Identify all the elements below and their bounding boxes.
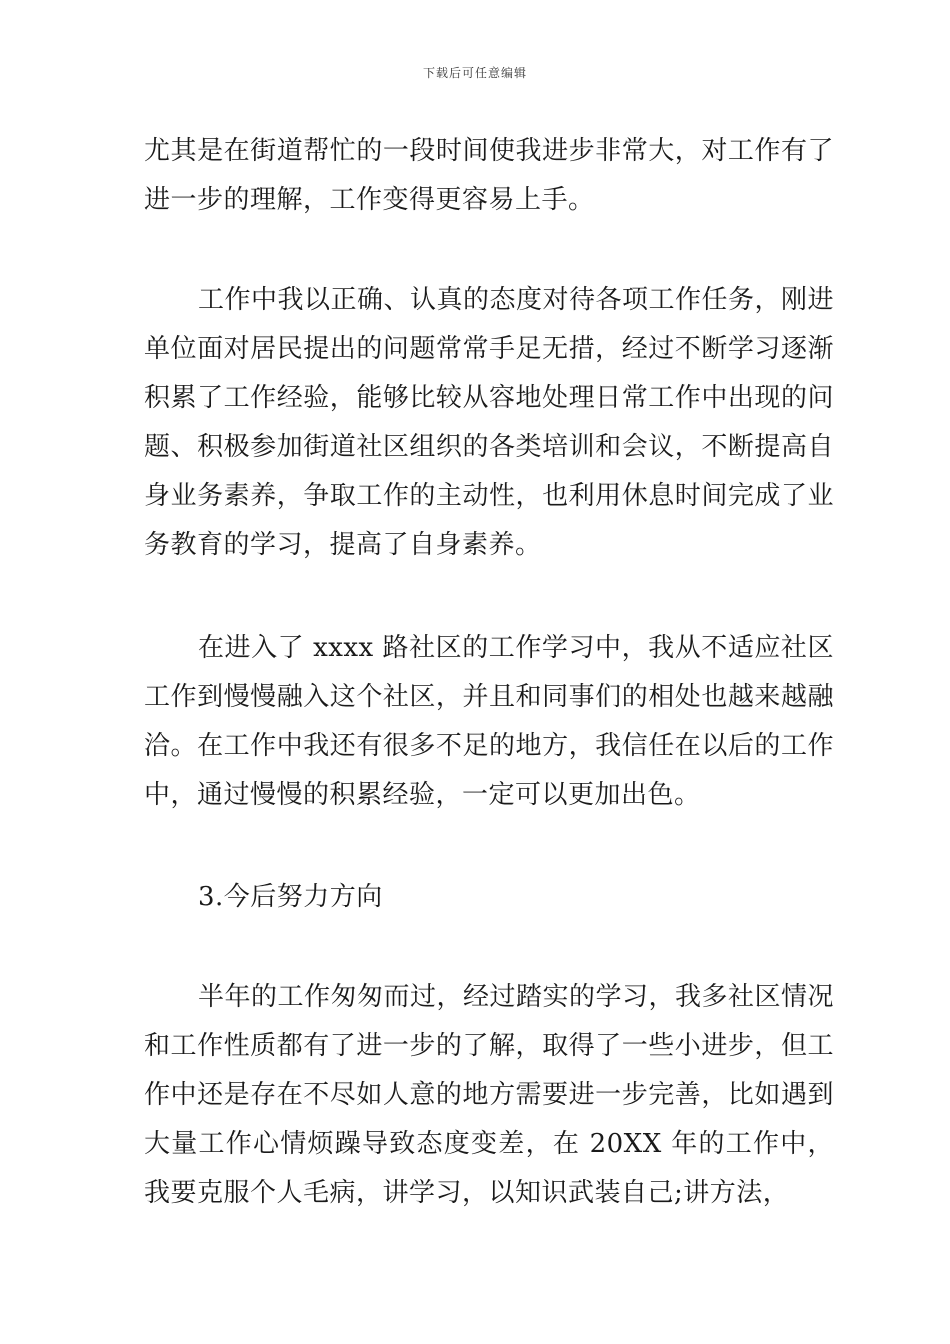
paragraph-4: 半年的工作匆匆而过，经过踏实的学习，我多社区情况和工作性质都有了进一步的了解，取得了一些小进步，但工作中还是存在不尽如人意的地方需要进一步完善，比如遇到大量工作心情烦躁导致态度变差，在 20XX 年的工作中，我要克服个人毛病，讲学习，以知识武装自己;讲方法， <box>144 982 835 1208</box>
paragraph-3-block <box>144 624 834 820</box>
page-header-note: 下载后可任意编辑 <box>422 66 527 80</box>
paragraph-2-block <box>144 276 834 570</box>
paragraph-1-block <box>144 127 834 225</box>
paragraph-1: 尤其是在街道帮忙的一段时间使我进步非常大，对工作有了进一步的理解，工作变得更容易上手。 <box>144 136 834 215</box>
section-heading: 3.今后努力方向 <box>198 882 383 912</box>
section-heading-block <box>144 873 834 922</box>
paragraph-4-block <box>144 973 834 1218</box>
paragraph-2: 工作中我以正确、认真的态度对待各项工作任务，刚进单位面对居民提出的问题常常手足无措，经过不断学习逐渐积累了工作经验，能够比较从容地处理日常工作中出现的问题、积极参加街道社区组织的各类培训和会议，不断提高自身业务素养，争取工作的主动性，也利用休息时间完成了业务教育的学习，提高了自身素养。 <box>144 285 835 560</box>
paragraph-3: 在进入了 xxxx 路社区的工作学习中，我从不适应社区工作到慢慢融入这个社区，并且和同事们的相处也越来越融洽。在工作中我还有很多不足的地方，我信任在以后的工作中，通过慢慢的积累经验，一定可以更加出色。 <box>144 633 834 810</box>
